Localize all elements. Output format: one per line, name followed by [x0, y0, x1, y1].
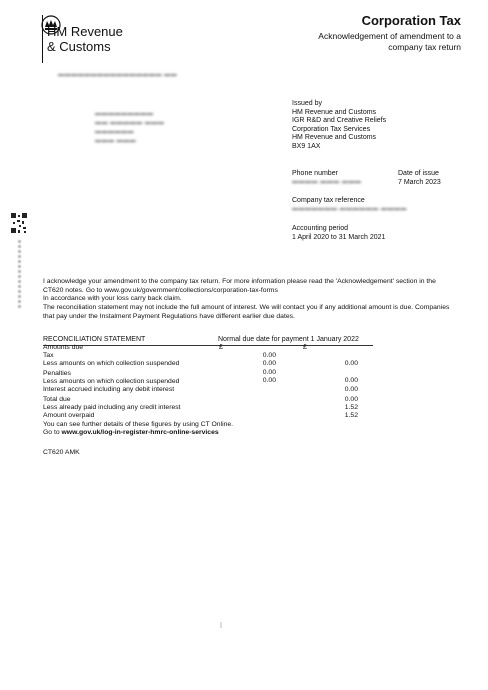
statement-row-label: Less already paid including any credit interest: [43, 404, 181, 411]
redacted-company-ref: ▬▬▬▬▬▬▬ ▬▬▬▬▬▬ ▬▬▬▬: [292, 206, 407, 212]
intro-text: [43, 278, 453, 322]
issued-by-block: [292, 100, 386, 151]
accounting-period-value: 1 April 2020 to 31 March 2021: [292, 234, 386, 241]
issued-by-line: BX9 1AX: [292, 142, 321, 150]
org-name-line1: HM Revenue: [47, 24, 123, 39]
statement-row-label: Tax: [43, 352, 54, 359]
qr-code-icon: [10, 212, 28, 234]
issued-by-label: Issued by: [292, 100, 322, 107]
accounting-period-label: Accounting period: [292, 225, 349, 232]
statement-row-label: Total due: [43, 396, 71, 403]
online-note: You can see further details of these figures by using CT Online.: [43, 421, 234, 428]
currency-symbol: £: [303, 344, 307, 351]
redacted-phone: ▬▬▬▬ ▬▬▬ ▬▬▬: [292, 179, 362, 185]
org-name: [47, 24, 123, 54]
page-title: Corporation Tax: [361, 13, 461, 28]
currency-symbol: £: [219, 344, 223, 351]
date-of-issue-label: Date of issue: [398, 170, 439, 177]
statement-row-label: Interest accrued including any debit interest: [43, 386, 175, 393]
issued-by-line: HM Revenue and Customs: [292, 108, 377, 116]
redacted-reference: ▬▬▬▬▬▬▬▬▬▬▬▬▬▬▬▬ ▬▬: [58, 72, 178, 78]
page-subtitle: Acknowledgement of amendment to a company tax return: [318, 31, 461, 52]
statement-value: 0.00: [262, 377, 276, 384]
statement-row-label: Amounts due: [43, 344, 84, 351]
statement-rule: [43, 345, 373, 346]
statement-heading: RECONCILIATION STATEMENT: [43, 336, 146, 343]
issued-by-line: Corporation Tax Services: [292, 125, 371, 133]
statement-value: 0.00: [262, 369, 276, 376]
goto-prefix: Go to: [43, 429, 62, 436]
date-of-issue-value: 7 March 2023: [398, 179, 441, 186]
statement-value: 0.00: [344, 386, 358, 393]
statement-value: 0.00: [262, 352, 276, 359]
intro-paragraph: In accordance with your loss carry back claim.: [43, 295, 182, 303]
logo-divider: [42, 15, 43, 63]
intro-paragraph: I acknowledge your amendment to the company tax return. For more information please read the 'Acknowledgement' section in the CT620 notes. Go to www.gov.uk/government/collections/corporation-tax-forms: [43, 278, 436, 294]
goto-line: [43, 429, 219, 437]
statement-due-heading: Normal due date for payment 1 January 2022: [218, 336, 359, 343]
statement-row-label: Amount overpaid: [43, 412, 95, 419]
org-name-line2: & Customs: [47, 39, 111, 54]
issued-by-line: HM Revenue and Customs: [292, 134, 377, 141]
statement-value: 0.00: [344, 377, 358, 384]
statement-value: 1.52: [344, 412, 358, 419]
margin-barcode: [18, 240, 21, 308]
statement-row-label: Less amounts on which collection suspended: [43, 360, 180, 367]
statement-value: 0.00: [344, 396, 358, 403]
redacted-address: ▬▬▬▬▬▬▬▬▬ ▬▬ ▬▬▬▬▬ ▬▬▬ ▬▬▬▬▬▬ ▬▬▬ ▬▬▬: [95, 111, 165, 144]
company-ref-label: Company tax reference: [292, 197, 365, 204]
statement-row-label: Less amounts on which collection suspended: [43, 378, 180, 385]
hmrc-online-link[interactable]: www.gov.uk/log-in-register-hmrc-online-services: [61, 429, 219, 436]
intro-paragraph: The reconciliation statement may not include the full amount of interest. We will contact you if any additional amount is due. Companies that pay under the Instalment Payment Regulations have different earlier due dates.: [43, 304, 450, 320]
form-code: CT620 AMK: [43, 449, 80, 456]
statement-value: 0.00: [262, 360, 276, 367]
footer-mark: [220, 622, 222, 628]
phone-label: Phone number: [292, 170, 338, 177]
statement-row-label: Penalties: [43, 370, 71, 377]
issued-by-line: IGR R&D and Creative Reliefs: [292, 117, 387, 124]
statement-value: 1.52: [344, 404, 358, 411]
statement-value: 0.00: [344, 360, 358, 367]
